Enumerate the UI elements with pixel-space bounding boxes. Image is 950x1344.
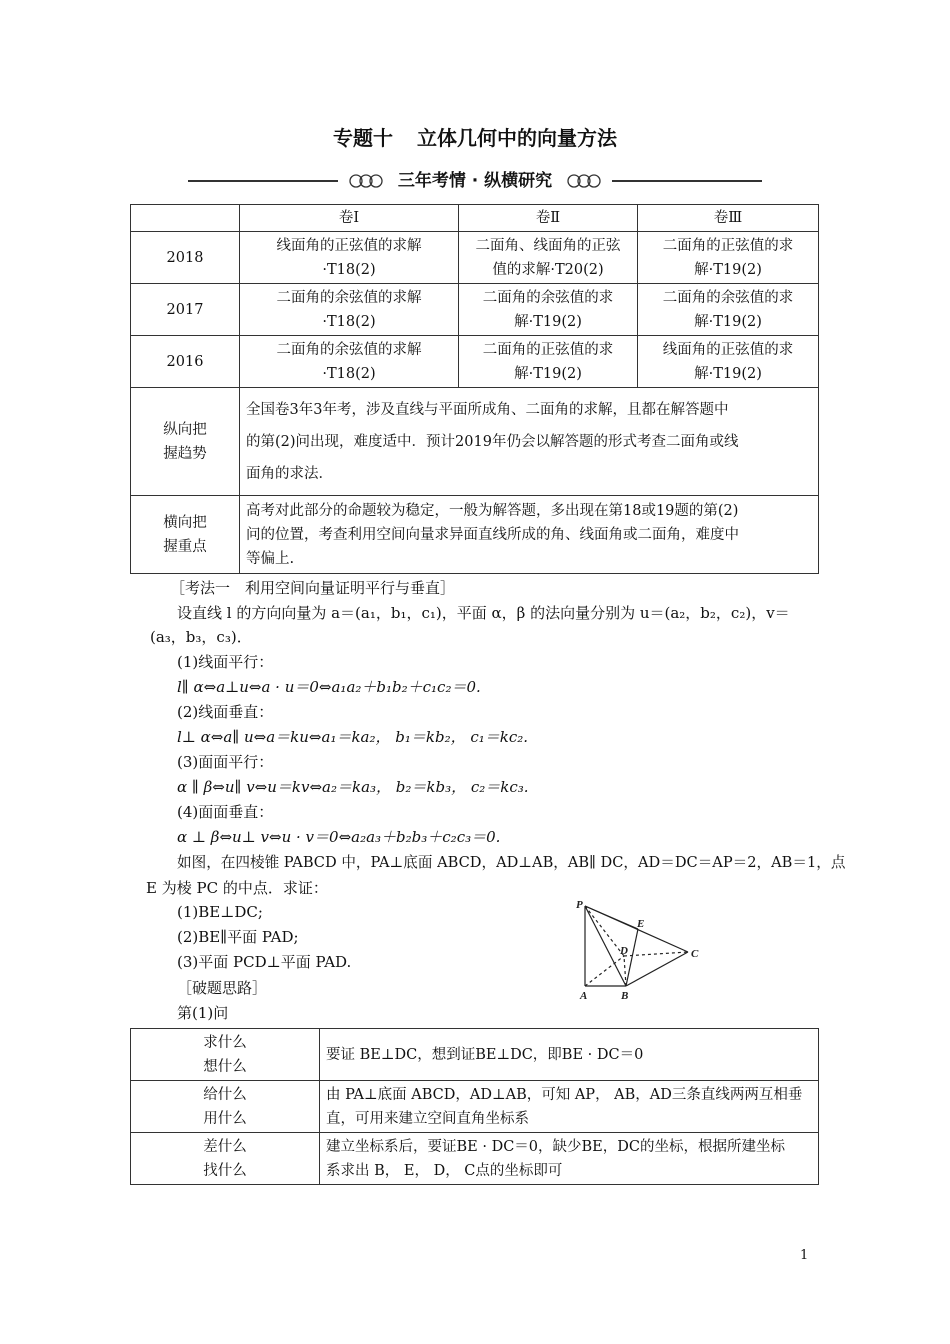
title-part-1: 专题十: [333, 126, 393, 150]
label-p: P: [576, 899, 583, 911]
section-heading: ［考法一 利用空间向量证明平行与垂直］: [170, 579, 456, 597]
header-paper-3: 卷Ⅲ: [638, 205, 819, 232]
paper-3-cell: 二面角的正弦值的求 解·T19(2): [638, 232, 819, 284]
idea-header: 求什么 想什么: [131, 1029, 320, 1081]
intro-line-1: 设直线 l 的方向向量为 a＝(a₁，b₁，c₁)，平面 α，β 的法向量分别为 u＝(a₂，b₂，c₂)，v＝: [177, 604, 790, 622]
focus-text: 高考对此部分的命题较为稳定，一般为解答题，多出现在第18或19题的第(2) 问的位置，考查利用空间向量求异面直线所成的角、线面角或二面角，难度中 等偏上.: [240, 496, 819, 574]
paper-1-cell: 二面角的余弦值的求解 ·T18(2): [240, 336, 459, 388]
page-number: 1: [800, 1248, 809, 1263]
label-c: C: [691, 948, 699, 960]
question-1: (1)BE⊥DC;: [177, 903, 263, 921]
problem-line-1: 如图，在四棱锥 PABCD 中，PA⊥底面 ABCD，AD⊥AB，AB∥ DC，AD＝DC＝AP＝2，AB＝1，点: [177, 854, 846, 871]
header-blank: [131, 205, 240, 232]
page-title: [0, 122, 950, 151]
section-subtitle: [0, 166, 950, 191]
paper-3-cell: 二面角的余弦值的求 解·T19(2): [638, 284, 819, 336]
table-row: [131, 1029, 819, 1081]
heading-line-perp: (2)线面垂直：: [177, 703, 274, 721]
paper-2-cell: 二面角的正弦值的求 解·T19(2): [459, 336, 638, 388]
year-cell: 2017: [131, 284, 240, 336]
header-paper-1: 卷Ⅰ: [240, 205, 459, 232]
year-cell: 2016: [131, 336, 240, 388]
label-e: E: [637, 918, 645, 930]
header-paper-2: 卷Ⅱ: [459, 205, 638, 232]
idea-content: 由 PA⊥底面 ABCD，AD⊥AB，可知 AP， AB，AD三条直线两两互相垂 直，可用来建立空间直角坐标系: [320, 1081, 819, 1133]
right-rings-icon: [562, 173, 602, 189]
part-heading: 第(1)问: [177, 1004, 229, 1022]
paper-1-cell: 线面角的正弦值的求解 ·T18(2): [240, 232, 459, 284]
paper-1-cell: 二面角的余弦值的求解 ·T18(2): [240, 284, 459, 336]
focus-label: 横向把 握重点: [131, 496, 240, 574]
idea-header: 差什么 找什么: [131, 1133, 320, 1185]
heading-plane-parallel: (3)面面平行：: [177, 753, 274, 771]
table-row: [131, 1081, 819, 1133]
question-2: (2)BE∥平面 PAD;: [177, 928, 299, 946]
paper-2-cell: 二面角、线面角的正弦 值的求解·T20(2): [459, 232, 638, 284]
ideas-heading: ［破题思路］: [177, 979, 268, 997]
idea-content: 要证 BE⊥DC，想到证BE⊥DC，即BE · DC＝0: [320, 1029, 819, 1081]
idea-header: 给什么 用什么: [131, 1081, 320, 1133]
label-b: B: [621, 990, 629, 1002]
left-rule: [188, 180, 338, 182]
question-3: (3)平面 PCD⊥平面 PAD.: [177, 953, 352, 971]
label-d: D: [620, 945, 628, 957]
formula-line-parallel: l∥ α⇔a⊥u⇔a · u＝0⇔a₁a₂＋b₁b₂＋c₁c₂＝0.: [177, 678, 481, 696]
table-row: [131, 336, 819, 388]
table-row: [131, 284, 819, 336]
trend-label: 纵向把 握趋势: [131, 388, 240, 496]
left-rings-icon: [348, 173, 388, 189]
title-part-2: 立体几何中的向量方法: [417, 126, 617, 150]
formula-line-perp: l⊥ α⇔a∥ u⇔a＝ku⇔a₁＝ka₂， b₁＝kb₂， c₁＝kc₂.: [177, 728, 529, 746]
year-cell: 2018: [131, 232, 240, 284]
table-row: [131, 1133, 819, 1185]
subtitle-text: 三年考情 · 纵横研究: [397, 171, 553, 191]
formula-plane-parallel: α ∥ β⇔u∥ v⇔u＝kv⇔a₂＝ka₃， b₂＝kb₃， c₂＝kc₃.: [177, 778, 529, 796]
paper-2-cell: 二面角的余弦值的求 解·T19(2): [459, 284, 638, 336]
trend-row: [131, 388, 819, 496]
pyramid-figure: [576, 896, 716, 1006]
heading-line-parallel: (1)线面平行：: [177, 653, 274, 671]
intro-line-2: (a₃，b₃，c₃)．: [150, 628, 252, 646]
focus-row: [131, 496, 819, 574]
formula-plane-perp: α ⊥ β⇔u⊥ v⇔u · v＝0⇔a₂a₃＋b₂b₃＋c₂c₃＝0.: [177, 828, 501, 846]
idea-table: [130, 1028, 819, 1185]
trend-text: 全国卷3年3年考，涉及直线与平面所成角、二面角的求解，且都在解答题中 的第(2)问出现，难度适中．预计2019年仍会以解答题的形式考查二面角或线 面角的求法．: [240, 388, 819, 496]
label-a: A: [580, 990, 588, 1002]
table-row: [131, 232, 819, 284]
right-rule: [612, 180, 762, 182]
idea-content: 建立坐标系后，要证BE · DC＝0，缺少BE，DC的坐标，根据所建坐标 系求出 B， E， D， C点的坐标即可: [320, 1133, 819, 1185]
heading-plane-perp: (4)面面垂直：: [177, 803, 274, 821]
exam-table: [130, 204, 819, 574]
paper-3-cell: 线面角的正弦值的求 解·T19(2): [638, 336, 819, 388]
problem-line-2: E 为棱 PC 的中点．求证：: [146, 879, 328, 897]
table-header-row: [131, 205, 819, 232]
